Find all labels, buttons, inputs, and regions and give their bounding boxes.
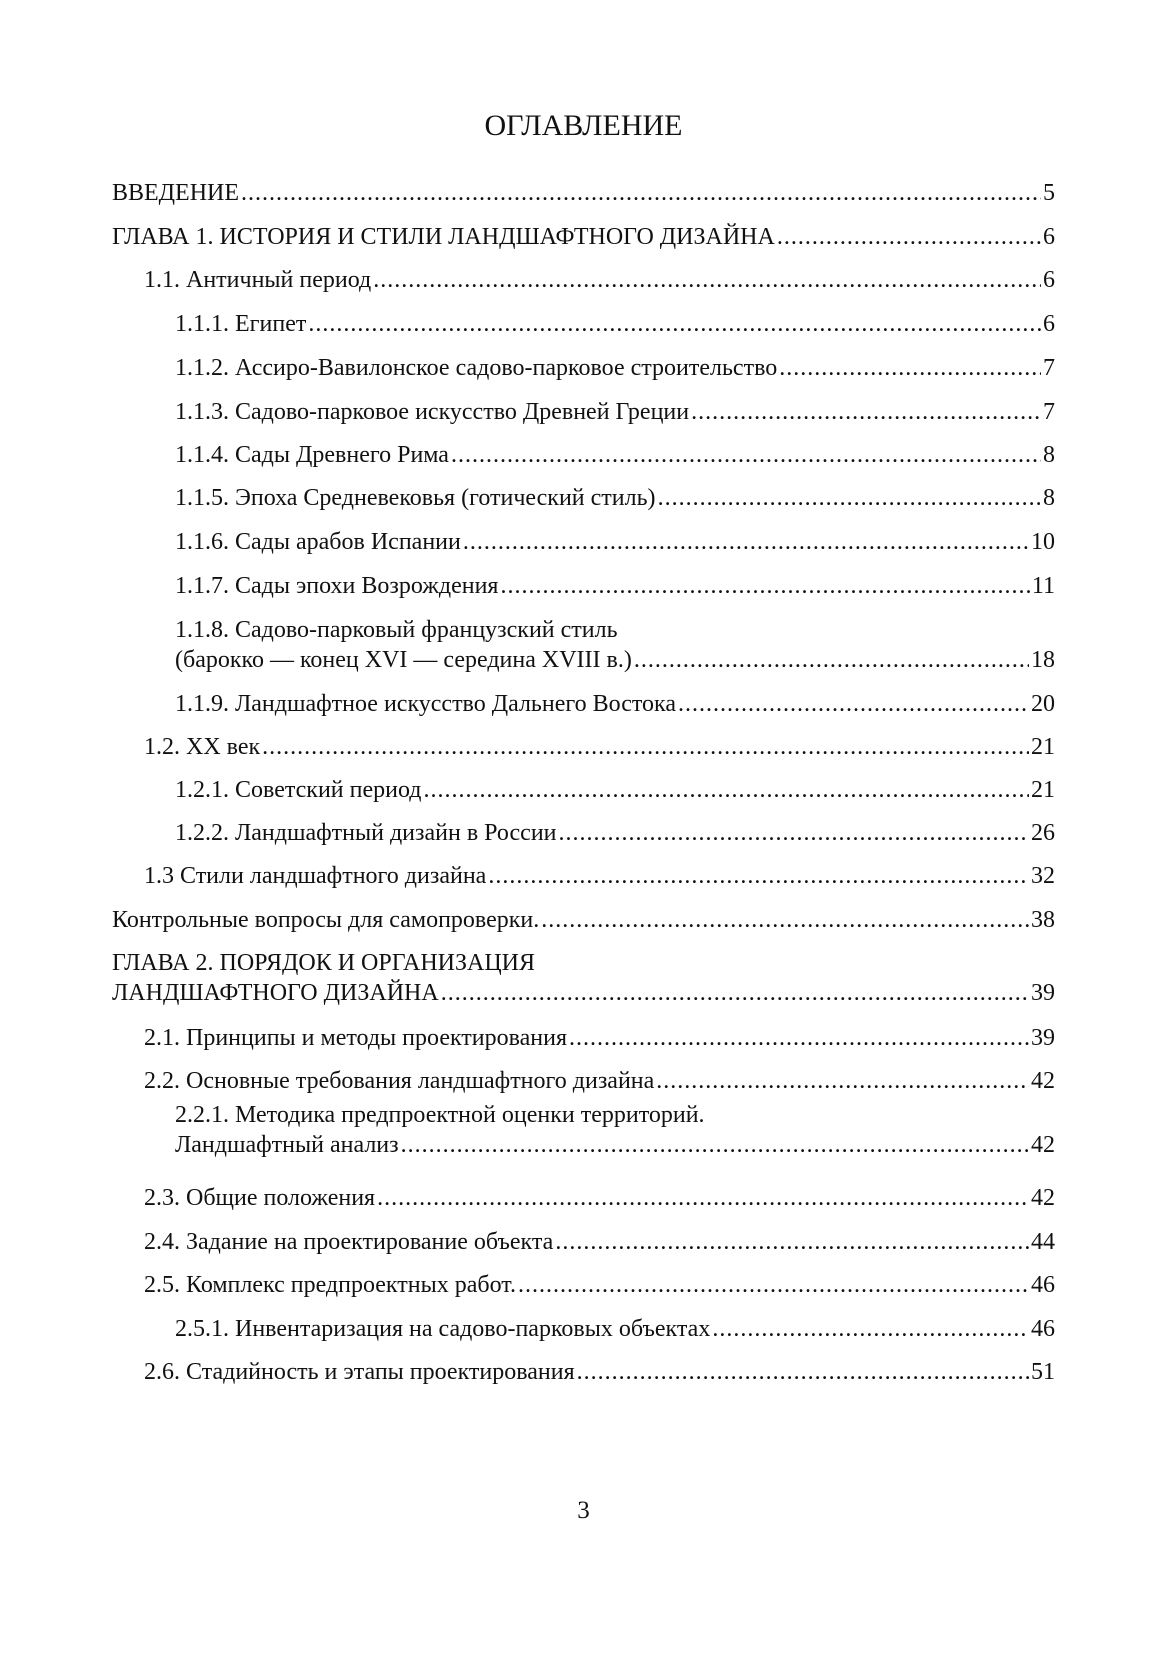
toc-entry[interactable]: [144, 1270, 1055, 1300]
toc-entry[interactable]: [144, 1183, 1055, 1213]
toc-entry-title: Ландшафтный анализ: [175, 1132, 399, 1158]
page-title: ОГЛАВЛЕНИЕ: [484, 109, 683, 142]
toc-entry[interactable]: [144, 732, 1055, 762]
toc-entry-title: 1.1.9. Ландшафтное искусство Дальнего Востока: [175, 691, 676, 717]
toc-entry[interactable]: [144, 1023, 1055, 1053]
dot-leader: [779, 353, 1041, 383]
toc-entry-page: 26: [1031, 820, 1055, 846]
toc-entry-page: 5: [1043, 180, 1055, 206]
toc-entry-title: 1.1.3. Садово-парковое искусство Древней Греции: [175, 399, 690, 425]
toc-entry-page: 6: [1043, 267, 1055, 293]
toc-entry[interactable]: [144, 1227, 1055, 1257]
toc-entry-title: 1.1.4. Сады Древнего Рима: [175, 442, 449, 468]
toc-entry-page: 39: [1031, 980, 1055, 1006]
toc-entry-page: 21: [1031, 777, 1055, 803]
toc-entry-title-line: 2.2.1. Методика предпроектной оценки территорий.: [175, 1102, 705, 1128]
dot-leader: [241, 178, 1041, 208]
toc-entry-title: 1.1.1. Египет: [175, 311, 307, 337]
dot-leader: [691, 397, 1041, 427]
toc-entry[interactable]: [144, 265, 1055, 295]
dot-leader: [518, 1270, 1029, 1300]
toc-entry-title: 1.2. XX век: [144, 734, 261, 760]
toc-entry[interactable]: [175, 1314, 1055, 1344]
toc-entry[interactable]: [175, 527, 1055, 557]
toc-entry-page: 44: [1031, 1229, 1055, 1255]
dot-leader: [577, 1357, 1029, 1387]
toc-entry[interactable]: [175, 483, 1055, 513]
toc-entry-title: 2.4. Задание на проектирование объекта: [144, 1229, 554, 1255]
toc-entry[interactable]: [175, 309, 1055, 339]
toc-entry-title: 1.3 Стили ландшафтного дизайна: [144, 863, 487, 889]
toc-entry-page: 6: [1043, 224, 1055, 250]
dot-leader: [308, 309, 1041, 339]
dot-leader: [712, 1314, 1029, 1344]
toc-entry-page: 7: [1043, 355, 1055, 381]
toc-entry-title: 2.5.1. Инвентаризация на садово-парковых объектах: [175, 1316, 711, 1342]
dot-leader: [559, 818, 1029, 848]
toc-entry-page: 6: [1043, 311, 1055, 337]
dot-leader: [463, 527, 1029, 557]
toc-entry[interactable]: [144, 861, 1055, 891]
toc-entry-title: Контрольные вопросы для самопроверки.: [112, 907, 540, 933]
dot-leader: [488, 861, 1029, 891]
toc-entry-title: 1.2.1. Советский период: [175, 777, 422, 803]
toc-entry-title: 1.1. Античный период: [144, 267, 372, 293]
toc-entry-page: 8: [1043, 485, 1055, 511]
toc-entry[interactable]: [175, 1100, 1055, 1160]
dot-leader: [541, 905, 1029, 935]
toc-entry[interactable]: [175, 397, 1055, 427]
toc-entry-page: 8: [1043, 442, 1055, 468]
dot-leader: [678, 689, 1029, 719]
toc-entry-page: 11: [1031, 573, 1055, 599]
toc-entry-title: 2.5. Комплекс предпроектных работ.: [144, 1272, 516, 1298]
toc-entry-title: 2.2. Основные требования ландшафтного дизайна: [144, 1068, 655, 1094]
toc-entry[interactable]: [175, 818, 1055, 848]
toc-entry[interactable]: [175, 571, 1055, 601]
dot-leader: [401, 1130, 1029, 1160]
toc-entry[interactable]: [175, 615, 1055, 675]
toc-entry[interactable]: [175, 689, 1055, 719]
toc-entry[interactable]: [175, 775, 1055, 805]
toc-entry-page: 38: [1031, 907, 1055, 933]
dot-leader: [555, 1227, 1029, 1257]
toc-entry-page: 20: [1031, 691, 1055, 717]
dot-leader: [634, 645, 1029, 675]
toc-entry-title: 2.1. Принципы и методы проектирования: [144, 1025, 568, 1051]
toc-entry[interactable]: [144, 1357, 1055, 1387]
toc-entry[interactable]: [144, 1066, 1055, 1096]
toc-entry-page: 46: [1031, 1316, 1055, 1342]
toc-entry-page: 46: [1031, 1272, 1055, 1298]
toc-entry-title: ВВЕДЕНИЕ: [112, 180, 240, 206]
toc-entry-page: 42: [1031, 1185, 1055, 1211]
toc-entry-page: 51: [1031, 1359, 1055, 1385]
toc-entry-title: 1.1.7. Сады эпохи Возрождения: [175, 573, 499, 599]
toc-entry-page: 18: [1031, 647, 1055, 673]
toc-entry-page: 21: [1031, 734, 1055, 760]
dot-leader: [262, 732, 1029, 762]
dot-leader: [373, 265, 1041, 295]
toc-entry-title: 1.1.2. Ассиро-Вавилонское садово-парковое строительство: [175, 355, 778, 381]
dot-leader: [656, 1066, 1029, 1096]
dot-leader: [424, 775, 1030, 805]
toc-entry[interactable]: [112, 222, 1055, 252]
toc-entry-page: 42: [1031, 1132, 1055, 1158]
toc-entry-title: 1.1.5. Эпоха Средневековья (готический стиль): [175, 485, 656, 511]
dot-leader: [569, 1023, 1029, 1053]
dot-leader: [441, 978, 1029, 1008]
toc-entry-page: 39: [1031, 1025, 1055, 1051]
toc-entry-title: 2.3. Общие положения: [144, 1185, 376, 1211]
dot-leader: [658, 483, 1041, 513]
toc-entry-title: 1.1.6. Сады арабов Испании: [175, 529, 461, 555]
toc-entry-page: 10: [1031, 529, 1055, 555]
dot-leader: [377, 1183, 1029, 1213]
toc-entry[interactable]: [175, 353, 1055, 383]
toc-entry-title-line: ГЛАВА 2. ПОРЯДОК И ОРГАНИЗАЦИЯ: [112, 950, 536, 976]
toc-entry-title: 1.2.2. Ландшафтный дизайн в России: [175, 820, 557, 846]
dot-leader: [500, 571, 1029, 601]
toc-entry[interactable]: [112, 905, 1055, 935]
page-number: 3: [577, 1497, 590, 1524]
dot-leader: [777, 222, 1041, 252]
dot-leader: [451, 440, 1041, 470]
toc-entry[interactable]: [175, 440, 1055, 470]
toc-entry-title: (барокко — конец XVI — середина XVIII в.): [175, 647, 632, 673]
toc-entry-title: ЛАНДШАФТНОГО ДИЗАЙНА: [112, 980, 439, 1006]
toc-entry-page: 7: [1043, 399, 1055, 425]
toc-entry-page: 42: [1031, 1068, 1055, 1094]
toc-entry-page: 32: [1031, 863, 1055, 889]
toc-entry-title: ГЛАВА 1. ИСТОРИЯ И СТИЛИ ЛАНДШАФТНОГО ДИЗАЙНА: [112, 224, 775, 250]
toc-entry[interactable]: [112, 948, 1055, 1008]
toc-entry-title: 2.6. Стадийность и этапы проектирования: [144, 1359, 575, 1385]
toc-entry-title-line: 1.1.8. Садово-парковый французский стиль: [175, 617, 618, 643]
toc-entry[interactable]: [112, 178, 1055, 208]
